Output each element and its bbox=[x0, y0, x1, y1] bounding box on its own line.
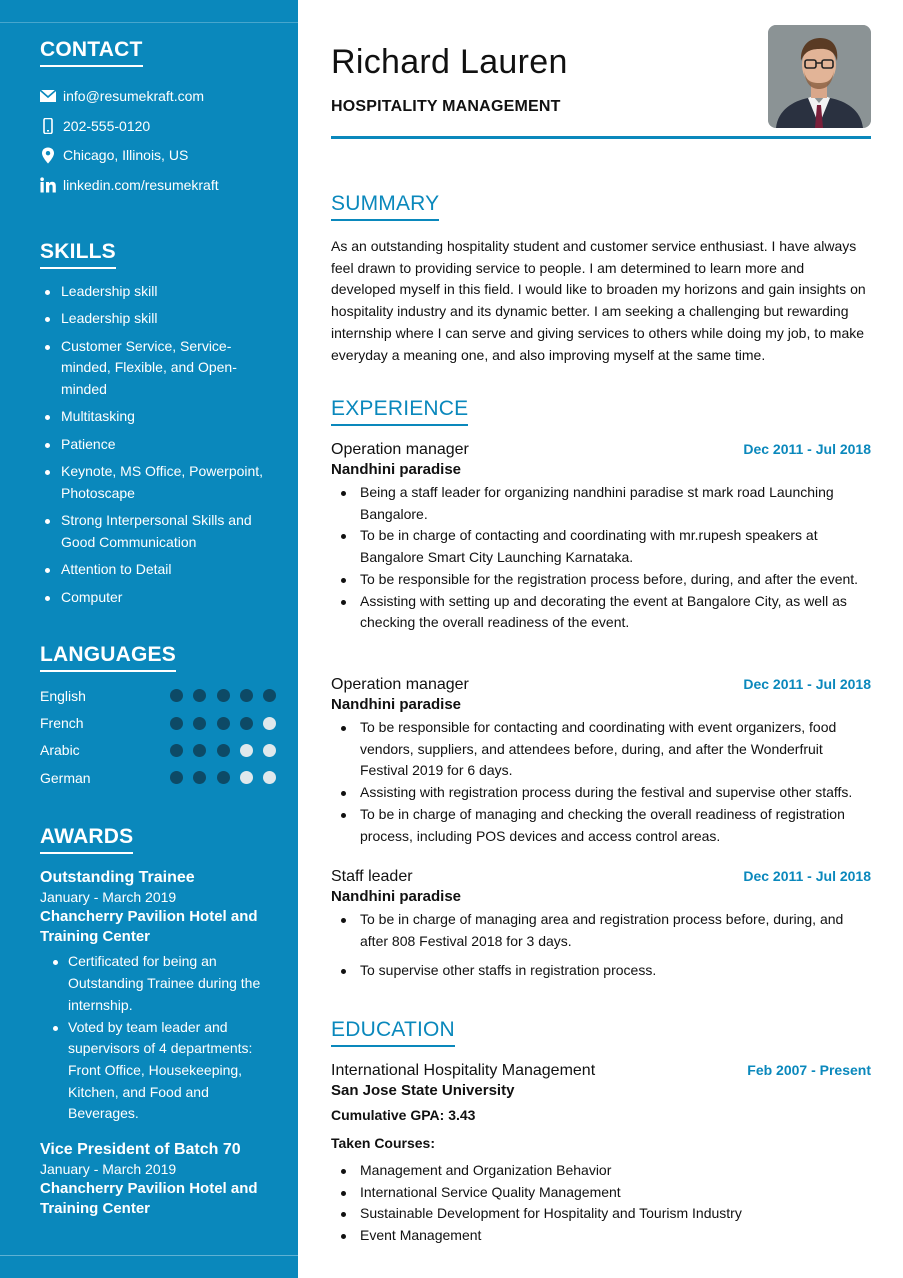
language-row bbox=[40, 682, 276, 709]
rating-dot-filled bbox=[217, 744, 230, 757]
list-item: To be in charge of contacting and coordinating with mr.rupesh speakers at Bangalore Smart City Launching Karnataka. bbox=[331, 525, 871, 568]
rating-dot-empty bbox=[263, 717, 276, 730]
skills-heading: SKILLS bbox=[40, 240, 116, 269]
rating-dot-filled bbox=[240, 689, 253, 702]
list-item: Assisting with setting up and decorating the event at Bangalore City, as well as checking the overall readiness of the event. bbox=[331, 591, 871, 634]
rating-dot-empty bbox=[263, 771, 276, 784]
language-name: Arabic bbox=[40, 742, 80, 759]
language-rating bbox=[170, 744, 276, 757]
list-item: Assisting with registration process during the festival and supervise other staffs. bbox=[331, 782, 871, 804]
rating-dot-filled bbox=[193, 744, 206, 757]
rating-dot-filled bbox=[170, 689, 183, 702]
language-row bbox=[40, 764, 276, 791]
education-item bbox=[331, 1062, 871, 1247]
language-row bbox=[40, 710, 276, 737]
job-org: Nandhini paradise bbox=[331, 461, 462, 478]
experience-item bbox=[331, 868, 871, 982]
profile-photo bbox=[768, 25, 871, 128]
rating-dot-empty bbox=[240, 744, 253, 757]
location-pin-icon bbox=[40, 147, 57, 164]
job-org: Nandhini paradise bbox=[331, 696, 462, 713]
language-rating bbox=[170, 689, 276, 702]
list-item: Certificated for being an Outstanding Trainee during the internship. bbox=[40, 951, 276, 1016]
school-name: San Jose State University bbox=[331, 1082, 515, 1099]
award-bullets bbox=[40, 951, 276, 1125]
degree-title: International Hospitality Management bbox=[331, 1062, 596, 1079]
list-item: To be responsible for the registration process before, during, and after the event. bbox=[331, 569, 871, 591]
award-item bbox=[40, 868, 276, 1125]
sidebar-divider-top bbox=[0, 22, 298, 23]
language-rating bbox=[170, 771, 276, 784]
courses-label: Taken Courses: bbox=[331, 1135, 435, 1151]
list-item: To be responsible for contacting and coordinating with event organizers, food vendors, suppliers, and attendees before, during, and after the Wonderfruit Festival 2019 for 6 days. bbox=[331, 717, 871, 782]
phone-icon bbox=[40, 117, 57, 134]
header-divider bbox=[331, 136, 871, 139]
rating-dot-filled bbox=[217, 771, 230, 784]
list-item: Sustainable Development for Hospitality and Tourism Industry bbox=[331, 1203, 871, 1225]
list-item: Leadership skill bbox=[40, 281, 276, 303]
rating-dot-filled bbox=[240, 717, 253, 730]
job-title: Operation manager bbox=[331, 676, 469, 693]
list-item: Customer Service, Service-minded, Flexible, and Open-minded bbox=[40, 336, 276, 401]
job-title: Staff leader bbox=[331, 868, 413, 885]
contact-location-text: Chicago, Illinois, US bbox=[63, 147, 189, 164]
job-date: Dec 2011 - Jul 2018 bbox=[743, 441, 871, 457]
contact-email-text: info@resumekraft.com bbox=[63, 87, 205, 104]
list-item: To be in charge of managing area and registration process before, during, and after 808 Festival 2018 for 3 days. bbox=[331, 909, 871, 952]
rating-dot-filled bbox=[193, 717, 206, 730]
job-bullets bbox=[331, 482, 871, 634]
job-date: Dec 2011 - Jul 2018 bbox=[743, 676, 871, 692]
rating-dot-filled bbox=[170, 771, 183, 784]
list-item: Attention to Detail bbox=[40, 559, 276, 581]
language-name: German bbox=[40, 769, 91, 786]
rating-dot-empty bbox=[240, 771, 253, 784]
rating-dot-filled bbox=[170, 744, 183, 757]
rating-dot-filled bbox=[170, 717, 183, 730]
list-item: Being a staff leader for organizing nandhini paradise st mark road Launching Bangalore. bbox=[331, 482, 871, 525]
sidebar-divider-bottom bbox=[0, 1255, 298, 1256]
languages-list bbox=[40, 682, 276, 791]
contact-location bbox=[40, 140, 276, 170]
email-icon bbox=[40, 87, 57, 104]
list-item: Voted by team leader and supervisors of 4 departments: Front Office, Housekeeping, Kitchen, and Food and Beverages. bbox=[40, 1017, 276, 1126]
candidate-role: HOSPITALITY MANAGEMENT bbox=[331, 98, 561, 115]
language-row bbox=[40, 737, 276, 764]
contact-linkedin[interactable] bbox=[40, 170, 276, 200]
contact-heading: CONTACT bbox=[40, 38, 143, 67]
contact-phone[interactable] bbox=[40, 111, 276, 141]
rating-dot-filled bbox=[217, 717, 230, 730]
summary-text: As an outstanding hospitality student and customer service enthusiast. I have always feel drawn to providing service to people. I am determined to learn more and developed myself in this field. I would like to broaden my horizons and gain insights on hospitality industry and its dynamic better. I am seeking a challenging but rewarding internship where I can serve and giving services to others while doing my job, to make everyday a meaning one, and also improving myself at the same time. bbox=[331, 238, 866, 363]
list-item: Leadership skill bbox=[40, 308, 276, 330]
candidate-name: Richard Lauren bbox=[331, 43, 568, 81]
list-item: International Service Quality Management bbox=[331, 1182, 871, 1204]
award-org: Chancherry Pavilion Hotel and Training Center bbox=[40, 1180, 258, 1218]
language-name: French bbox=[40, 715, 84, 732]
job-org: Nandhini paradise bbox=[331, 888, 462, 905]
job-date: Dec 2011 - Jul 2018 bbox=[743, 868, 871, 884]
language-name: English bbox=[40, 687, 86, 704]
job-title: Operation manager bbox=[331, 441, 469, 458]
education-heading: EDUCATION bbox=[331, 1018, 455, 1047]
list-item: Patience bbox=[40, 434, 276, 456]
list-item: Event Management bbox=[331, 1225, 871, 1247]
rating-dot-filled bbox=[217, 689, 230, 702]
list-item: Keynote, MS Office, Powerpoint, Photoscape bbox=[40, 461, 276, 504]
award-item bbox=[40, 1140, 276, 1219]
list-item: Multitasking bbox=[40, 406, 276, 428]
courses-list bbox=[331, 1160, 871, 1247]
job-bullets bbox=[331, 909, 871, 982]
gpa: Cumulative GPA: 3.43 bbox=[331, 1107, 476, 1123]
rating-dot-filled bbox=[193, 771, 206, 784]
award-date: January - March 2019 bbox=[40, 1161, 177, 1178]
list-item: Computer bbox=[40, 587, 276, 609]
languages-heading: LANGUAGES bbox=[40, 643, 176, 672]
experience-heading: EXPERIENCE bbox=[331, 397, 468, 426]
contact-list bbox=[40, 81, 276, 200]
linkedin-icon bbox=[40, 176, 57, 193]
award-title: Outstanding Trainee bbox=[40, 869, 195, 887]
list-item: Strong Interpersonal Skills and Good Communication bbox=[40, 510, 276, 553]
language-rating bbox=[170, 717, 276, 730]
rating-dot-empty bbox=[263, 744, 276, 757]
experience-item bbox=[331, 441, 871, 634]
education-date: Feb 2007 - Present bbox=[747, 1062, 871, 1078]
summary-heading: SUMMARY bbox=[331, 192, 439, 221]
award-org: Chancherry Pavilion Hotel and Training Center bbox=[40, 908, 258, 946]
job-bullets bbox=[331, 717, 871, 847]
sidebar bbox=[0, 0, 298, 1278]
award-title: Vice President of Batch 70 bbox=[40, 1141, 241, 1159]
list-item: To supervise other staffs in registration process. bbox=[331, 960, 871, 982]
contact-phone-text: 202-555-0120 bbox=[63, 117, 151, 134]
skills-list bbox=[40, 281, 276, 609]
contact-email[interactable] bbox=[40, 81, 276, 111]
awards-heading: AWARDS bbox=[40, 825, 133, 854]
rating-dot-filled bbox=[263, 689, 276, 702]
list-item: To be in charge of managing and checking the overall readiness of registration process, including POS devices and access control areas. bbox=[331, 804, 871, 847]
experience-item bbox=[331, 676, 871, 847]
rating-dot-filled bbox=[193, 689, 206, 702]
list-item: Management and Organization Behavior bbox=[331, 1160, 871, 1182]
award-date: January - March 2019 bbox=[40, 889, 177, 906]
contact-linkedin-text: linkedin.com/resumekraft bbox=[63, 176, 219, 193]
